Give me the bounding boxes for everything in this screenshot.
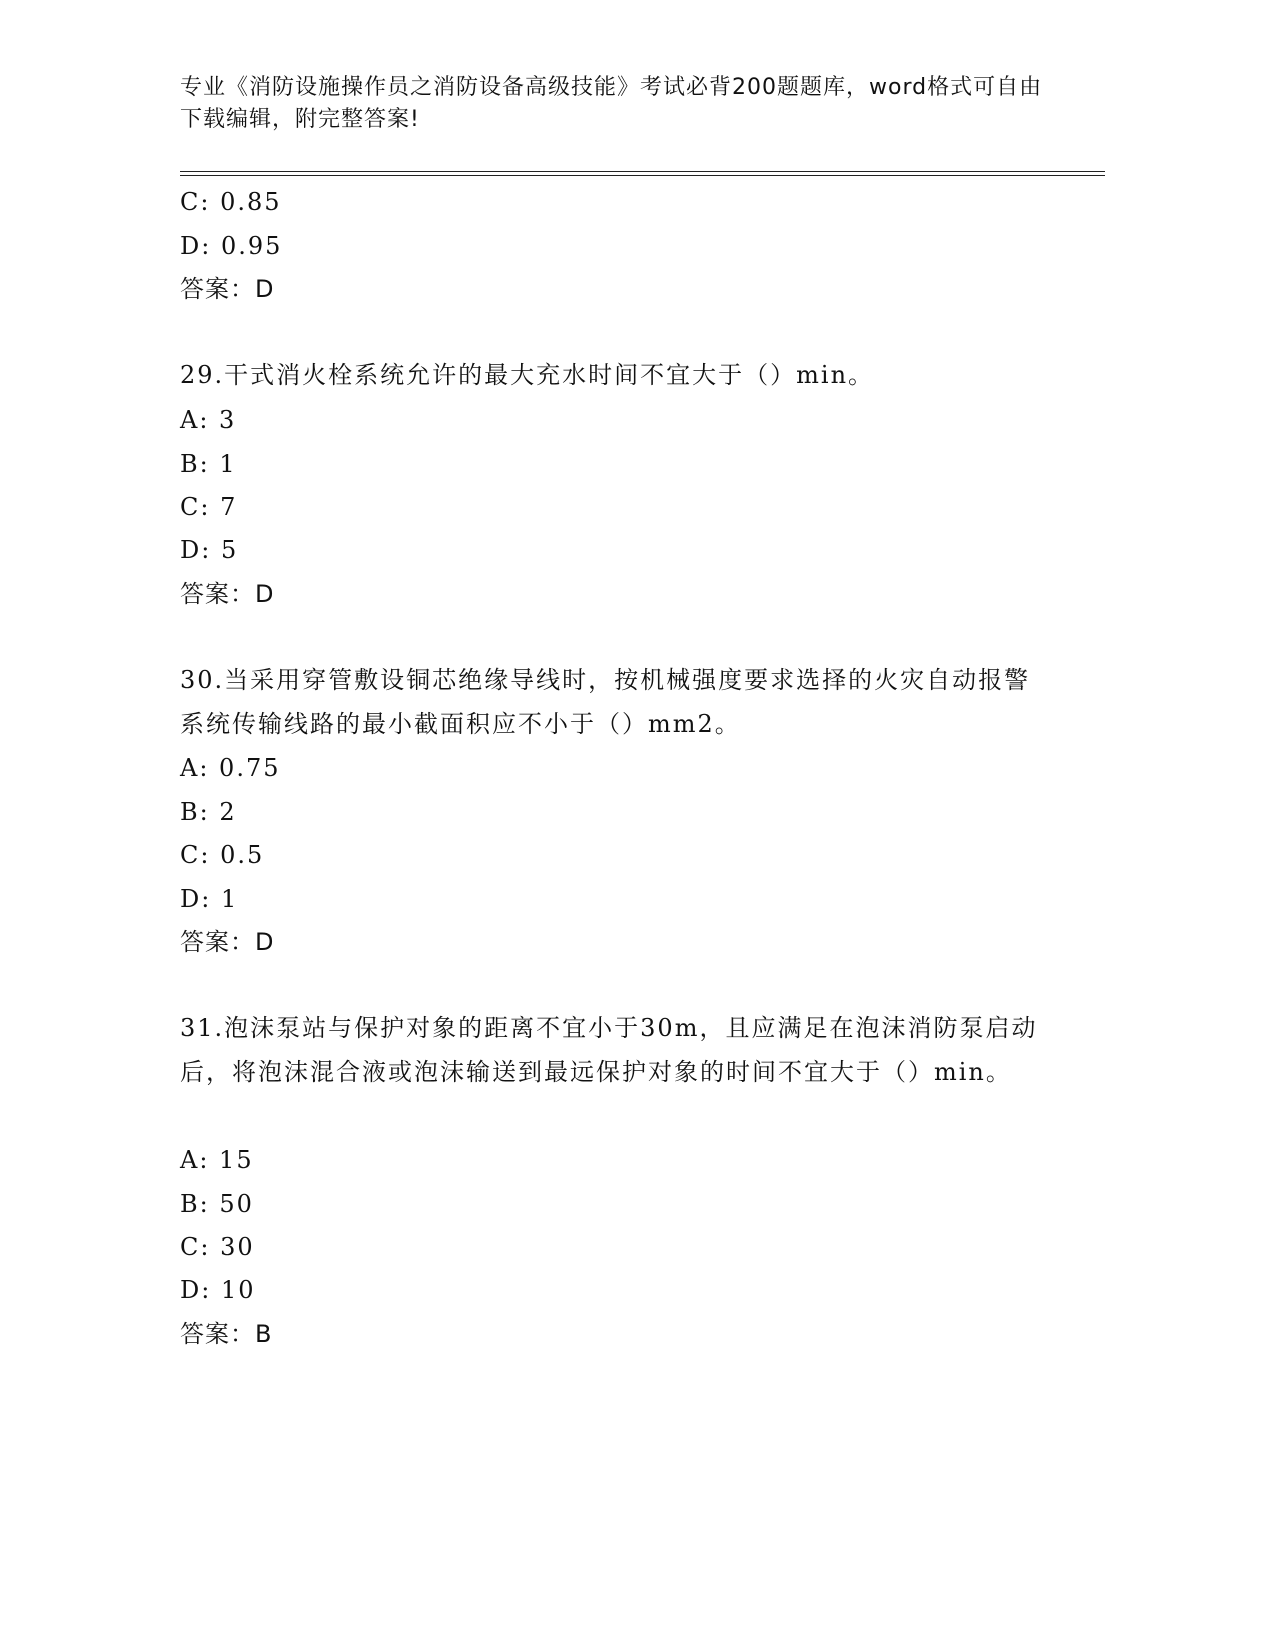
option-d: D: 1 (180, 885, 239, 913)
option-d: D: 5 (180, 536, 239, 564)
answer-label: 答案：D (180, 928, 275, 956)
option-c: C: 30 (180, 1233, 255, 1261)
option-b: B: 50 (180, 1190, 254, 1218)
document-header: 专业《消防设施操作员之消防设备高级技能》考试必背200题题库，word格式可自由下载编辑，附完整答案! (180, 75, 1043, 132)
option-d: D: 10 (180, 1276, 256, 1304)
option-c: C: 0.85 (180, 188, 282, 216)
question-text: 30.当采用穿管敷设铜芯绝缘导线时，按机械强度要求选择的火灾自动报警系统传输线路的最小截面积应不小于（）mm2。 (180, 666, 1031, 738)
option-a: A: 3 (180, 406, 237, 434)
option-c: C: 0.5 (180, 841, 265, 869)
answer-label: 答案：D (180, 580, 275, 608)
option-a: A: 15 (180, 1146, 254, 1174)
answer-label: 答案：D (180, 275, 275, 303)
question-text: 29.干式消火栓系统允许的最大充水时间不宜大于（）min。 (180, 361, 875, 389)
option-b: B: 2 (180, 798, 237, 826)
option-b: B: 1 (180, 450, 237, 478)
answer-label: 答案：B (180, 1320, 273, 1348)
option-c: C: 7 (180, 493, 238, 521)
option-a: A: 0.75 (180, 754, 281, 782)
header-divider-bottom (180, 175, 1105, 176)
header-divider-top (180, 171, 1105, 172)
question-text: 31.泡沫泵站与保护对象的距离不宜小于30m，且应满足在泡沫消防泵启动后，将泡沫混合液或泡沫输送到最远保护对象的时间不宜大于（）min。 (180, 1014, 1038, 1086)
option-d: D: 0.95 (180, 232, 283, 260)
